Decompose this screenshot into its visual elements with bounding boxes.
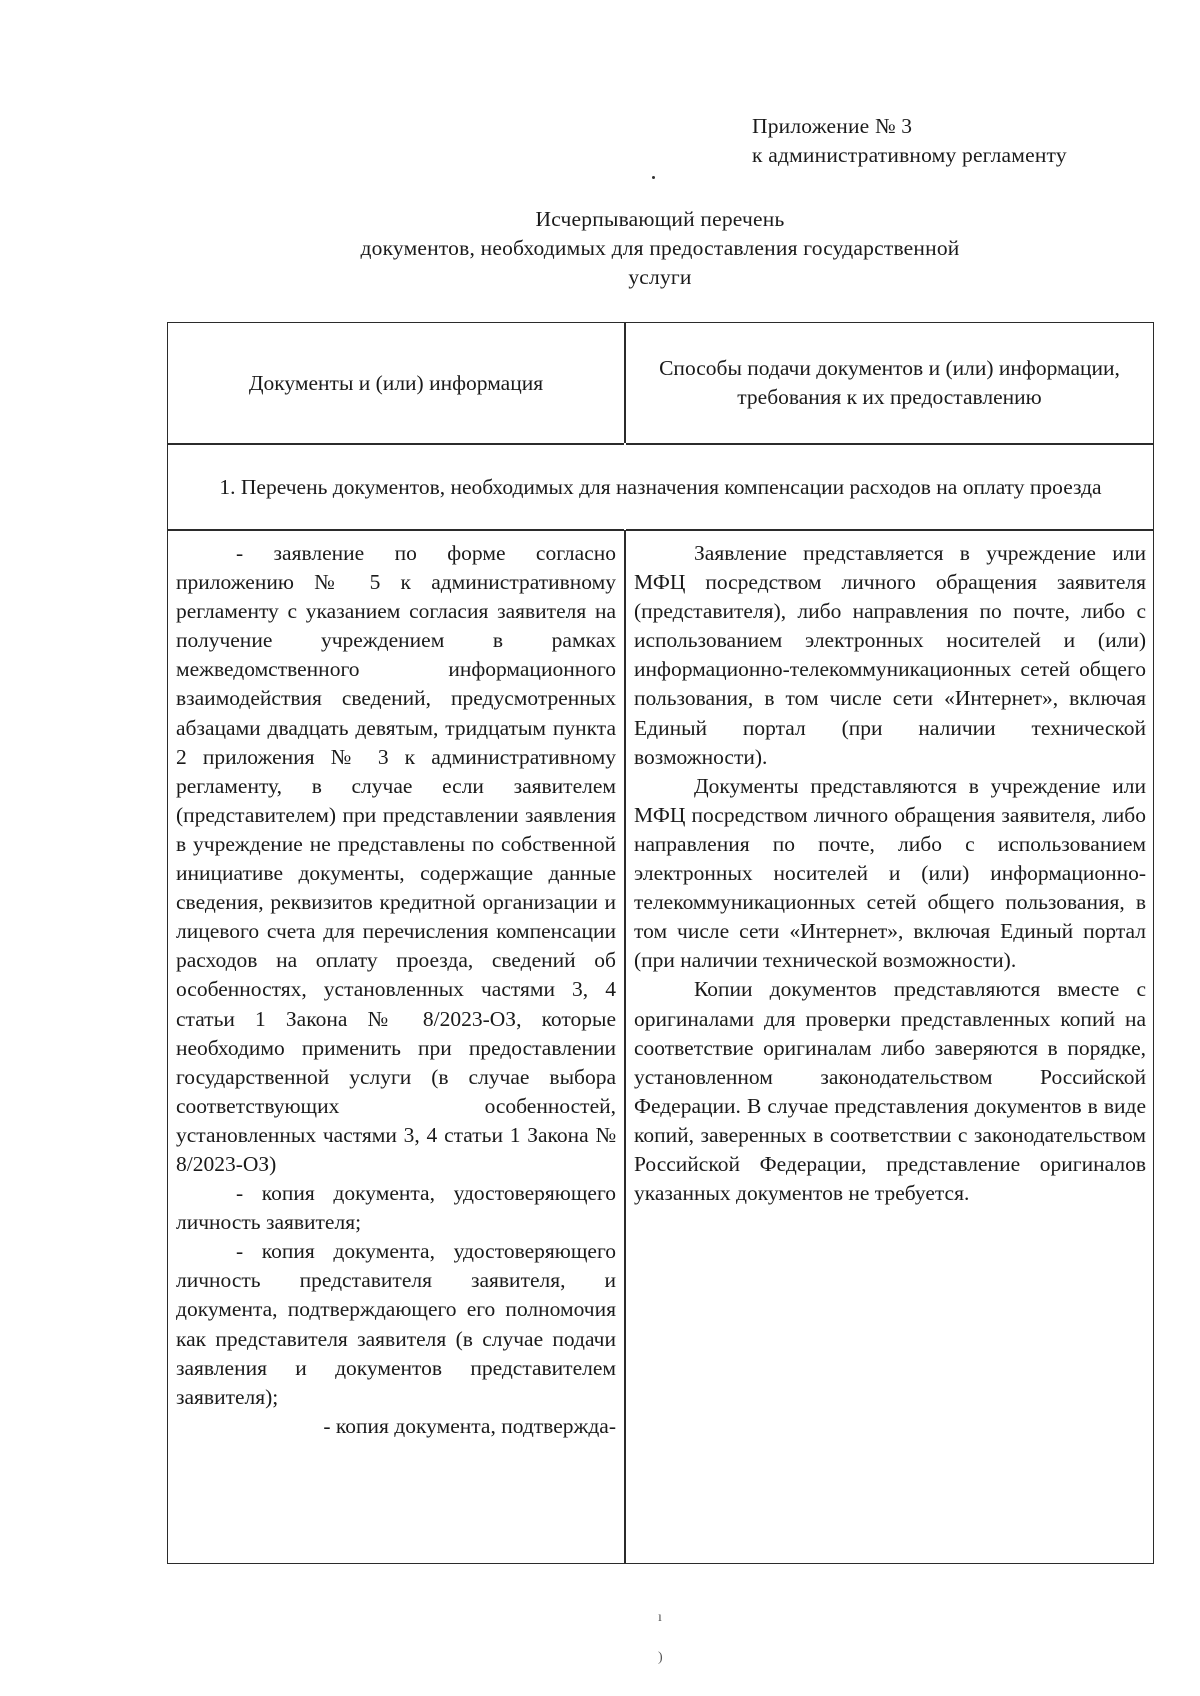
column-header-methods: Способы подачи документов и (или) информации, требования к их предоставлению: [659, 356, 1120, 409]
paragraph: Заявление представляется в учреждение или МФЦ посредством личного обращения заявителя (представителя), либо направления по почте, либо с использованием электронных носителей и (или) информационно-телекоммуникационных сетей общего пользования, в том числе сети «Интернет», включая Единый портал (при наличии технической возможности).: [634, 541, 1146, 769]
appendix-note: [752, 112, 1067, 170]
list-item: - заявление по форме согласно приложению № 5 к административному регламенту с указанием согласия заявителя на получение учреждением в рамках межведомственного информационного взаимодействия сведений, предусмотренных абзацами двадцать девятым, тридцатым пункта 2 приложения № 3 к административному регламенту, в случае если заявителем (представителем) при представлении заявления в учреждение не представлены по собственной инициативе документы, содержащие данные сведения, реквизитов кредитной организации и лицевого счета для перечисления компенсации расходов на оплату проезда, сведений об особенностях, установленных частями 3, 4 статьи 1 Закона № 8/2023-ОЗ, которые необходимо применить при предоставлении государственной услуги (в случае выбора соответствующих особенностей, установленных частями 3, 4 статьи 1 Закона № 8/2023-ОЗ): [176, 541, 616, 1176]
column-header-documents: Документы и (или) информация: [248, 370, 544, 395]
list-item: - копия документа, удостоверяющего личность представителя заявителя, и документа, подтверждающего его полномочия как представителя заявителя (в случае подачи заявления и документов представителем заявителя);: [176, 1239, 616, 1409]
appendix-reference: к административному регламенту: [752, 143, 1067, 167]
title-line-1: Исчерпывающий перечень: [535, 207, 785, 231]
document-title: [160, 205, 1160, 292]
documents-list: [176, 539, 616, 1441]
paragraph: Копии документов представляются вместе с оригиналами для проверки представленных копий на соответствие оригиналам либо заверяются в порядке, установленном законодательством Российской Федерации. В случае представления документов в виде копий, заверенных в соответствии с законодательством Российской Федерации, представление оригиналов указанных документов не требуется.: [634, 977, 1146, 1206]
paragraph: Документы представляются в учреждение или МФЦ посредством личного обращения заявителя, либо направления по почте, либо с использованием электронных носителей и (или) информационно-телекоммуникационных сетей общего пользования, в том числе сети «Интернет», включая Единый портал (при наличии технической возможности).: [634, 773, 1146, 973]
list-item: - копия документа, подтвержда-: [323, 1413, 616, 1438]
scan-mark: ): [658, 1650, 663, 1665]
appendix-number: Приложение № 3: [752, 114, 913, 138]
list-item: - копия документа, удостоверяющего личность заявителя;: [176, 1181, 616, 1235]
submission-methods: [634, 539, 1146, 1208]
scan-dot: [652, 176, 655, 179]
title-line-3: услуги: [628, 265, 692, 289]
title-line-2: документов, необходимых для предоставления государственной: [360, 236, 960, 260]
scan-mark: ı: [658, 1610, 662, 1625]
section-divider: [168, 529, 1153, 531]
section-title: 1. Перечень документов, необходимых для назначения компенсации расходов на оплату проезда: [219, 474, 1102, 499]
documents-table: [167, 322, 1154, 1564]
